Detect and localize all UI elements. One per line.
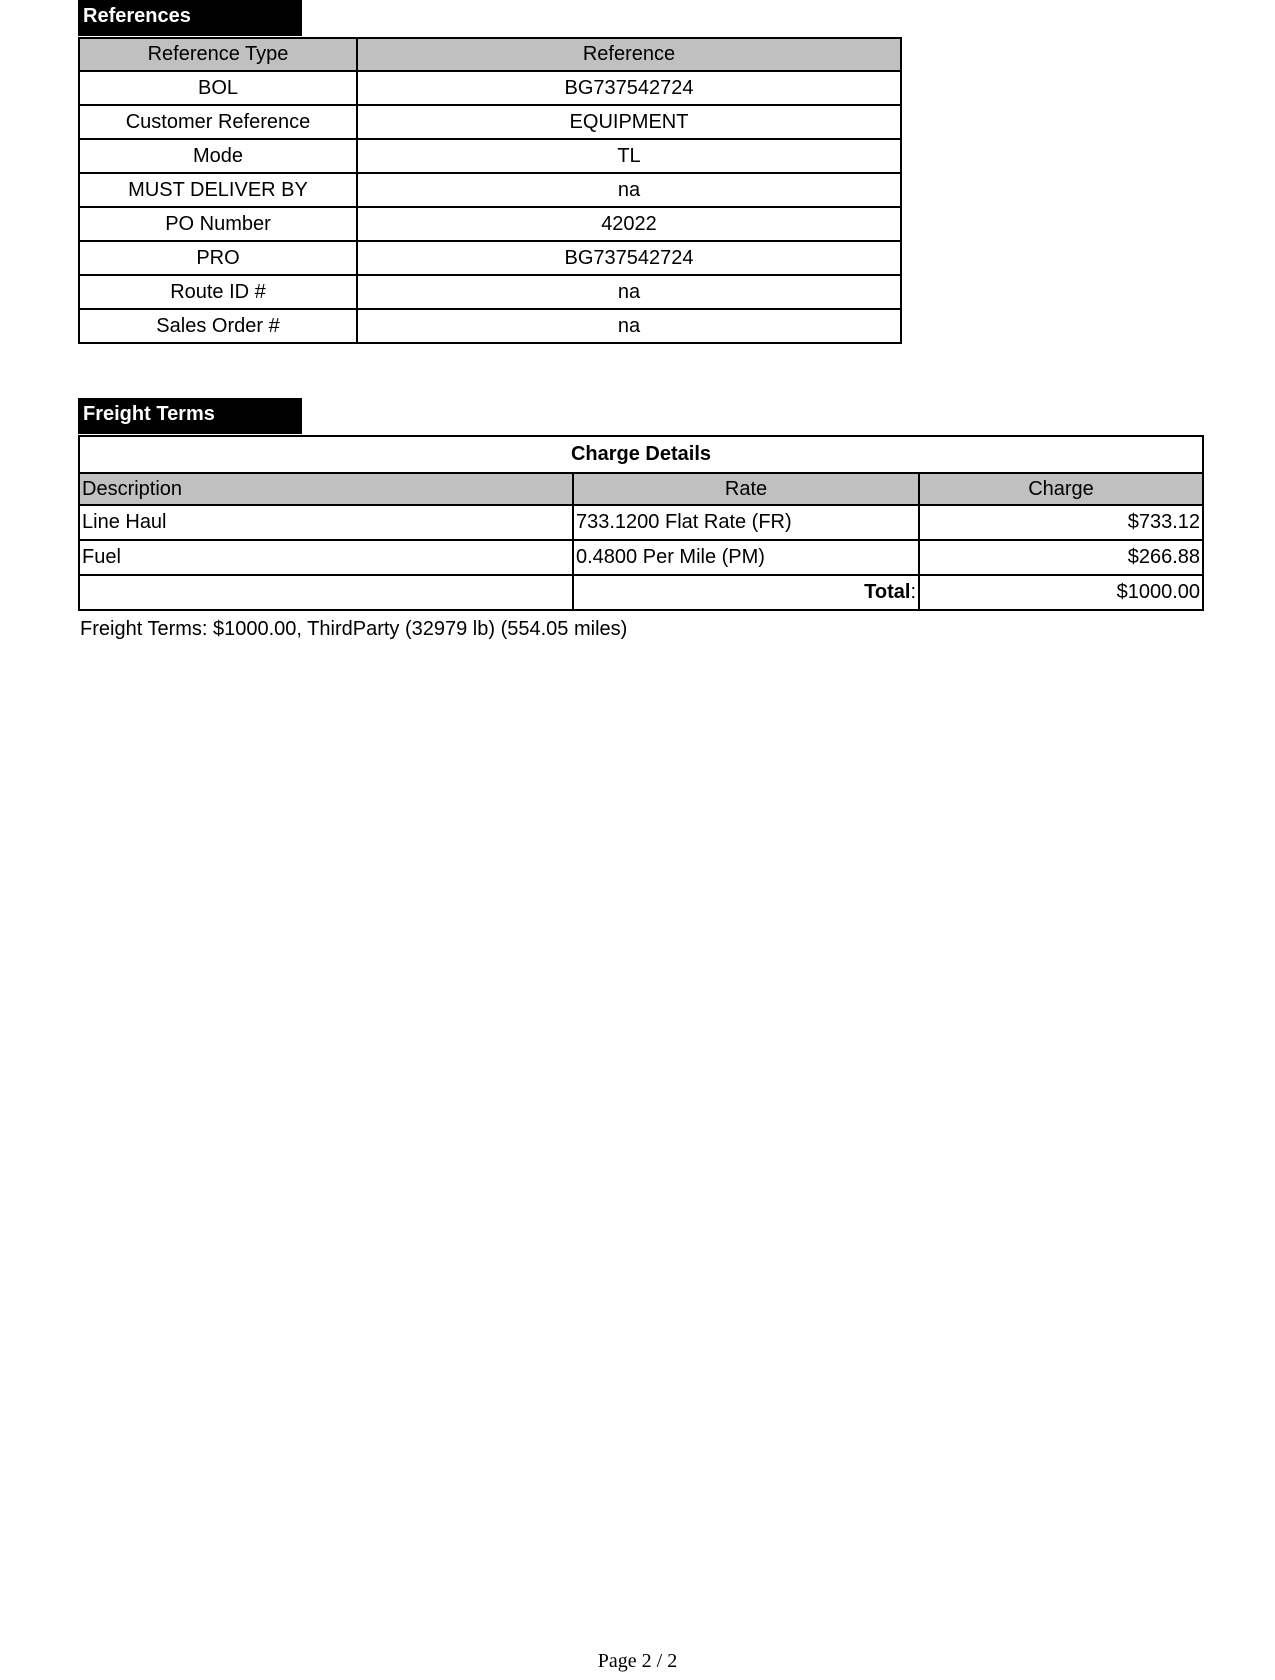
freight-terms-section-title: Freight Terms: [78, 398, 302, 434]
reference-value-cell: na: [357, 309, 901, 343]
table-header-row: [79, 38, 901, 71]
reference-value-cell: BG737542724: [357, 241, 901, 275]
reference-type-cell: PRO: [79, 241, 357, 275]
reference-type-cell: Mode: [79, 139, 357, 173]
column-header-charge: Charge: [919, 473, 1203, 505]
reference-value-cell: na: [357, 275, 901, 309]
table-row: [79, 207, 901, 241]
reference-type-cell: BOL: [79, 71, 357, 105]
charge-amount-cell: $733.12: [919, 505, 1203, 540]
table-row: [79, 71, 901, 105]
reference-value-cell: 42022: [357, 207, 901, 241]
reference-value-cell: TL: [357, 139, 901, 173]
reference-type-cell: Sales Order #: [79, 309, 357, 343]
column-header-rate: Rate: [573, 473, 919, 505]
charge-rate-cell: 0.4800 Per Mile (PM): [573, 540, 919, 575]
freight-terms-note: Freight Terms: $1000.00, ThirdParty (32979 lb) (554.05 miles): [80, 618, 628, 640]
page-number: Page 2 / 2: [597, 1650, 678, 1672]
table-row: [79, 540, 1203, 575]
table-row: [79, 105, 901, 139]
reference-type-cell: Customer Reference: [79, 105, 357, 139]
table-row: [79, 505, 1203, 540]
table-row: [79, 275, 901, 309]
table-row: [79, 241, 901, 275]
table-row: [79, 139, 901, 173]
total-value-cell: $1000.00: [919, 575, 1203, 610]
total-label: Total: [864, 581, 911, 603]
total-colon: :: [910, 581, 916, 603]
table-row: [79, 309, 901, 343]
references-section-title: References: [78, 0, 302, 36]
reference-value-cell: na: [357, 173, 901, 207]
column-header-description: Description: [79, 473, 573, 505]
column-header-reference: Reference: [357, 38, 901, 71]
charge-rate-cell: 733.1200 Flat Rate (FR): [573, 505, 919, 540]
empty-cell: [79, 575, 573, 610]
reference-type-cell: MUST DELIVER BY: [79, 173, 357, 207]
table-header-row: [79, 473, 1203, 505]
charge-details-title-row: [79, 436, 1203, 473]
table-row: [79, 173, 901, 207]
total-row: [79, 575, 1203, 610]
reference-type-cell: Route ID #: [79, 275, 357, 309]
column-header-reference-type: Reference Type: [79, 38, 357, 71]
reference-type-cell: PO Number: [79, 207, 357, 241]
charge-details-table: [78, 435, 1204, 611]
charge-description-cell: Fuel: [79, 540, 573, 575]
charge-description-cell: Line Haul: [79, 505, 573, 540]
total-label-cell: [573, 575, 919, 610]
charge-details-title: Charge Details: [79, 436, 1203, 473]
charge-amount-cell: $266.88: [919, 540, 1203, 575]
reference-value-cell: EQUIPMENT: [357, 105, 901, 139]
references-table: [78, 37, 902, 344]
reference-value-cell: BG737542724: [357, 71, 901, 105]
